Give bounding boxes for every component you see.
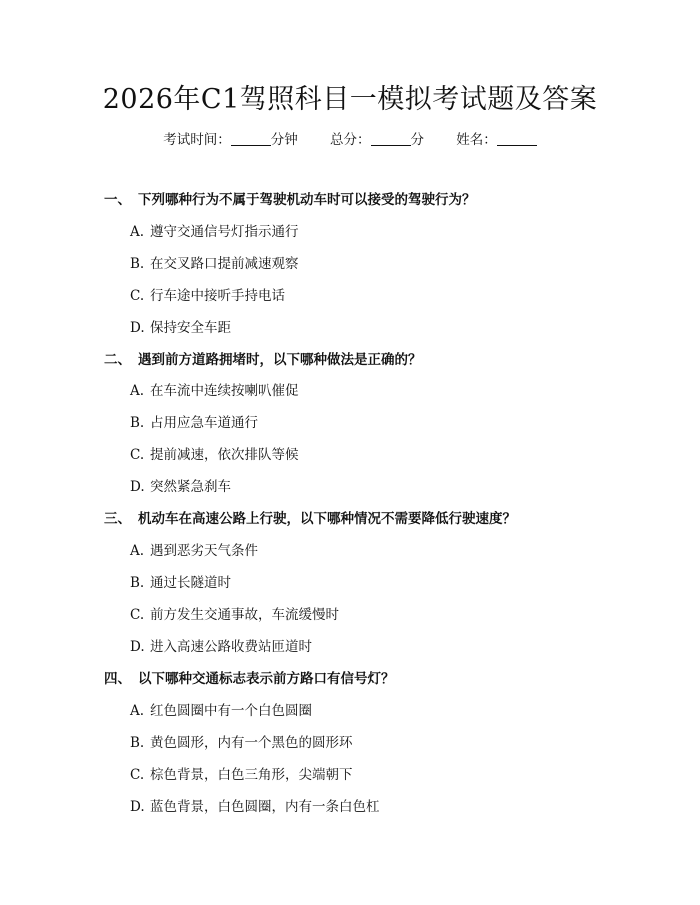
- option-letter: B.: [130, 735, 145, 751]
- option-3a[interactable]: [130, 541, 650, 561]
- option-letter: A.: [130, 224, 145, 240]
- question-4: [104, 669, 664, 689]
- question-1: [104, 190, 664, 210]
- option-3c[interactable]: [130, 605, 650, 625]
- option-2b[interactable]: [130, 413, 650, 433]
- option-letter: C.: [130, 288, 145, 304]
- option-1a[interactable]: [130, 222, 650, 242]
- question-number: 四、: [104, 671, 131, 687]
- option-text: 前方发生交通事故，车流缓慢时: [150, 607, 339, 623]
- total-score-unit: 分: [410, 132, 424, 148]
- option-letter: C.: [130, 607, 145, 623]
- option-3b[interactable]: [130, 573, 650, 593]
- option-text: 遇到恶劣天气条件: [150, 543, 258, 559]
- option-letter: D.: [130, 639, 145, 655]
- name-field: [456, 130, 537, 150]
- option-letter: B.: [130, 415, 145, 431]
- total-score-field: [330, 130, 424, 150]
- question-text: 以下哪种交通标志表示前方路口有信号灯？: [138, 671, 395, 687]
- option-text: 蓝色背景，白色圆圈，内有一条白色杠: [150, 799, 380, 815]
- question-number: 二、: [104, 352, 131, 368]
- question-2: [104, 350, 664, 370]
- option-text: 进入高速公路收费站匝道时: [150, 639, 312, 655]
- question-number: 一、: [104, 192, 131, 208]
- option-text: 在车流中连续按喇叭催促: [150, 383, 299, 399]
- option-letter: D.: [130, 479, 145, 495]
- option-4d[interactable]: [130, 797, 650, 817]
- option-text: 保持安全车距: [150, 320, 231, 336]
- option-text: 棕色背景，白色三角形，尖端朝下: [150, 767, 353, 783]
- name-label: 姓名：: [456, 132, 497, 148]
- option-text: 占用应急车道通行: [150, 415, 258, 431]
- option-text: 通过长隧道时: [150, 575, 231, 591]
- question-text: 下列哪种行为不属于驾驶机动车时可以接受的驾驶行为？: [138, 192, 476, 208]
- option-1b[interactable]: [130, 254, 650, 274]
- option-2d[interactable]: [130, 477, 650, 497]
- option-4b[interactable]: [130, 733, 650, 753]
- question-text: 遇到前方道路拥堵时，以下哪种做法是正确的？: [138, 352, 422, 368]
- option-4a[interactable]: [130, 701, 650, 721]
- exam-time-field: [163, 130, 298, 150]
- exam-time-label: 考试时间：: [163, 132, 231, 148]
- exam-info-row: [0, 130, 700, 150]
- total-score-blank[interactable]: [371, 131, 411, 146]
- option-text: 遵守交通信号灯指示通行: [150, 224, 299, 240]
- option-text: 突然紧急刹车: [150, 479, 231, 495]
- option-letter: A.: [130, 543, 145, 559]
- option-letter: D.: [130, 799, 145, 815]
- option-letter: D.: [130, 320, 145, 336]
- option-1d[interactable]: [130, 318, 650, 338]
- total-score-label: 总分：: [330, 132, 371, 148]
- option-letter: B.: [130, 575, 145, 591]
- name-blank[interactable]: [497, 131, 537, 146]
- question-3: [104, 509, 664, 529]
- option-letter: A.: [130, 383, 145, 399]
- option-letter: C.: [130, 767, 145, 783]
- page-title: 2026年C1驾照科目一模拟考试题及答案: [102, 84, 598, 115]
- option-letter: A.: [130, 703, 145, 719]
- option-4c[interactable]: [130, 765, 650, 785]
- exam-time-blank[interactable]: [231, 131, 271, 146]
- option-3d[interactable]: [130, 637, 650, 657]
- option-text: 在交叉路口提前减速观察: [150, 256, 299, 272]
- question-number: 三、: [104, 511, 131, 527]
- option-letter: B.: [130, 256, 145, 272]
- option-text: 黄色圆形，内有一个黑色的圆形环: [150, 735, 353, 751]
- option-letter: C.: [130, 447, 145, 463]
- option-2a[interactable]: [130, 381, 650, 401]
- question-text: 机动车在高速公路上行驶，以下哪种情况不需要降低行驶速度？: [138, 511, 516, 527]
- option-text: 提前减速，依次排队等候: [150, 447, 299, 463]
- option-2c[interactable]: [130, 445, 650, 465]
- option-text: 红色圆圈中有一个白色圆圈: [150, 703, 312, 719]
- option-1c[interactable]: [130, 286, 650, 306]
- option-text: 行车途中接听手持电话: [150, 288, 285, 304]
- exam-time-unit: 分钟: [270, 132, 298, 148]
